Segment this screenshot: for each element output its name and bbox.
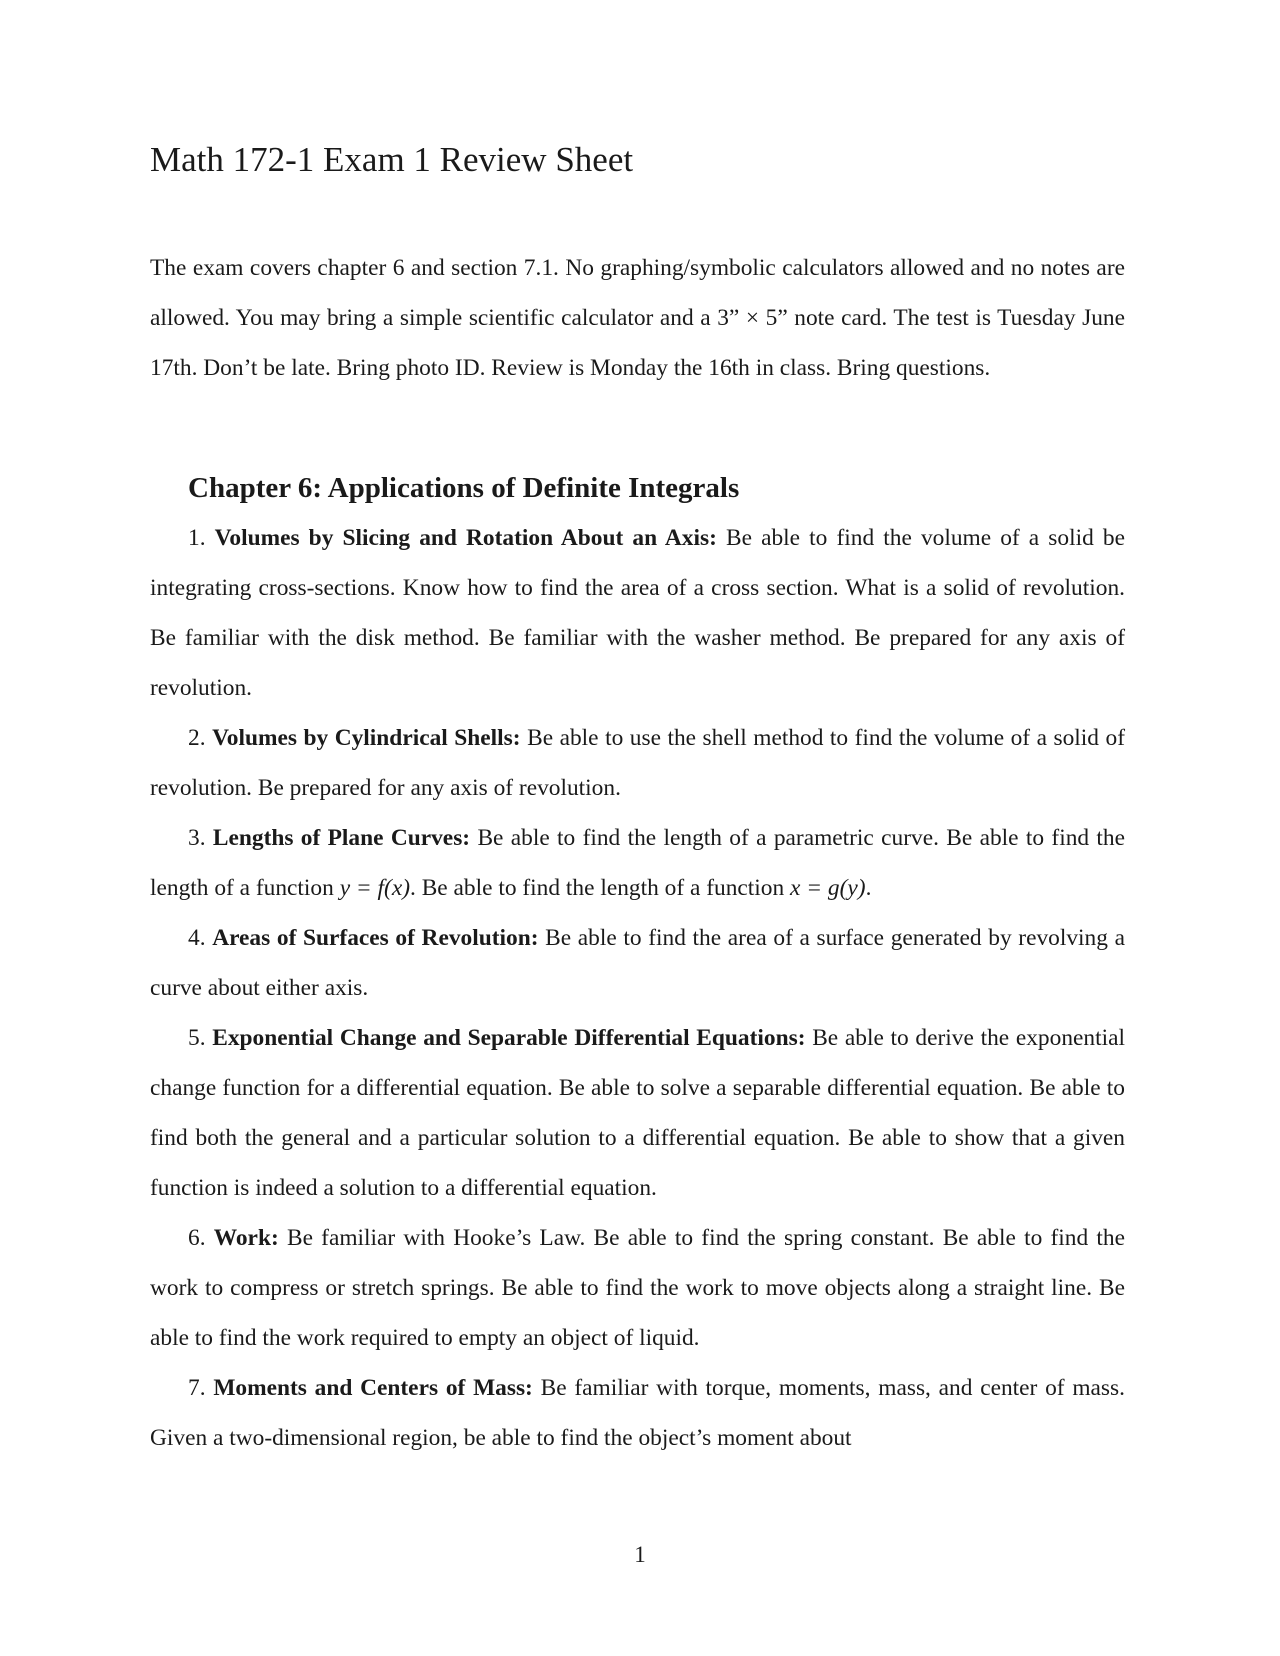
topic-volumes-slicing [150,513,1125,713]
topic-list [150,513,1125,1463]
topic-moments-mass [150,1363,1125,1463]
topic-text: Be familiar with Hooke’s Law. Be able to find the spring constant. Be able to find the work to compress or stretch springs. Be able to find the work to move objects along a straight line. Be able to find the work required to empty an object of liquid. [150,1225,1125,1351]
chapter-heading: Chapter 6: Applications of Definite Integrals [188,472,740,504]
page-title: Math 172-1 Exam 1 Review Sheet [150,140,634,179]
topic-text: . Be able to find the length of a function [410,875,785,901]
topic-heading: Exponential Change and Separable Differential Equations: [212,1025,806,1051]
page-number: 1 [634,1542,646,1567]
topic-text: Be able to derive the exponential change function for a differential equation. Be able to solve a separable differential equation. Be able to find both the general and a particular solution to a differential equation. Be able to show that a given function is indeed a solution to a differential equation. [150,1025,1125,1201]
chapter-section [150,468,1125,1463]
topic-heading: Lengths of Plane Curves: [212,825,471,851]
topic-number: 1. [188,525,206,551]
topic-number: 3. [188,825,206,851]
topic-number: 6. [188,1225,206,1251]
topic-text: Be able to use the shell method to find the volume of a solid of revolution. Be prepared for any axis of revolution. [150,725,1125,801]
math-expression-y: y = f(x) [339,875,411,901]
topic-number: 2. [188,725,206,751]
topic-heading: Moments and Centers of Mass: [213,1375,533,1401]
topic-differential-equations [150,1013,1125,1213]
topic-work [150,1213,1125,1363]
topic-plane-curves [150,813,1125,913]
topic-cylindrical-shells [150,713,1125,813]
topic-heading: Volumes by Slicing and Rotation About an Axis: [214,525,717,551]
topic-text: Be able to find the area of a surface generated by revolving a curve about either axis. [150,925,1125,1001]
topic-heading: Work: [213,1225,279,1251]
topic-text: . [865,875,872,901]
math-expression-x: x = g(y) [790,875,866,901]
topic-text: Be familiar with torque, moments, mass, and center of mass. Given a two-dimensional region, be able to find the object’s moment about [150,1375,1125,1451]
topic-number: 5. [188,1025,206,1051]
intro-paragraph: The exam covers chapter 6 and section 7.1. No graphing/symbolic calculators allowed and no notes are allowed. You may bring a simple scientific calculator and a 3” × 5” note card. The test is Tuesday June 17th. Don’t be late. Bring photo ID. Review is Monday the 16th in class. Bring questions. [150,255,1125,381]
topic-text: Be able to find the volume of a solid be integrating cross-sections. Know how to find the area of a cross section. What is a solid of revolution. Be familiar with the disk method. Be familiar with the washer method. Be prepared for any axis of revolution. [150,525,1125,701]
topic-text: Be able to find the length of a parametric curve. Be able to find the length of a function [150,825,1125,901]
topic-heading: Volumes by Cylindrical Shells: [212,725,521,751]
topic-number: 4. [188,925,206,951]
topic-heading: Areas of Surfaces of Revolution: [212,925,539,951]
topic-surfaces-revolution [150,913,1125,1013]
topic-number: 7. [188,1375,206,1401]
